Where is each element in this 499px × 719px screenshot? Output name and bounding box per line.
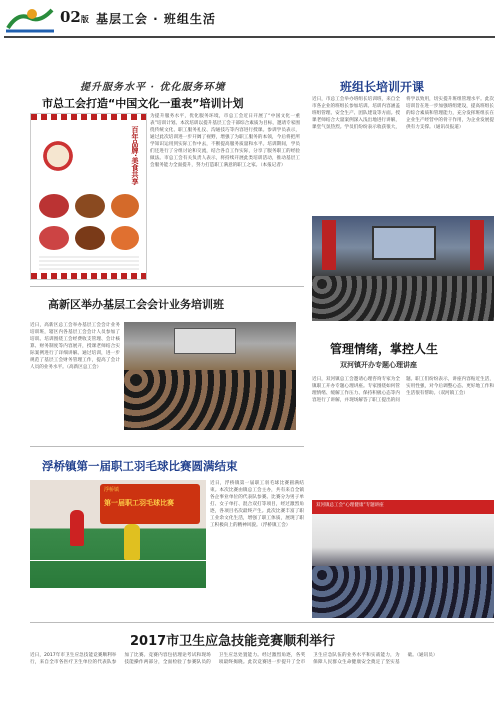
article6-body: 近日，2017年市卫生应急技能竞赛顺利举行，来自全市各医疗卫生单位的代表队参加了比赛。竞赛内容包括理论考试和现场技能操作两部分，全面检验了参赛队员的卫生应急处置能力。经过激烈角逐，各奖项最终揭晓。此次竞赛进一步提升了全市卫生应急队伍的业务水平和实战能力，为保障人民群众生命健康安全奠定了坚实基础。（通讯员） [30,653,438,665]
article1-body: 为提升服务水平，优化服务环境，市总工会近日开展了“中国文化一重表”培训计划。本次培训以提升基层工会干部综合素质为目标，邀请专家围绕传统文化、职工服务礼仪、沟通技巧等内容进行授课。参训学员表示，通过此次培训进一步开阔了视野，增强了为职工服务的本领，今后将把所学知识运用到实际工作中去，不断提高服务质量和水平。培训期间，学员们还进行了分组讨论和交流，结合各自工作实际，分享了服务职工的经验做法。市总工会有关负责人表示，将持续开展此类培训活动，推动基层工会服务能力全面提升，努力打造职工满意的职工之家。（本报记者） [150,114,300,168]
article3-headline: 高新区举办基层工会会计业务培训班 [48,298,224,311]
page-number: 02版 [60,8,89,26]
article4-headline: 管理情绪，掌控人生 [330,342,439,356]
article3-meeting-photo [124,322,296,430]
section-title: 基层工会 · 班组生活 [96,12,216,26]
divider [30,622,494,623]
article5-body: 近日，浮桥镇第一届职工羽毛球比赛圆满结束。本次比赛由镇总工会主办，共有来自全镇各企事业单位的代表队参赛。比赛分为男子单打、女子单打、混合双打等项目，经过激烈角逐，各项目名次最终产生。此次比赛丰富了职工业余文化生活，增强了职工体质，展现了职工积极向上的精神风貌。（浮桥镇工会） [210,481,304,528]
article4-lecture-photo: 双河镇总工会“心理健康”专题讲座 [312,500,494,618]
divider [30,286,304,287]
article2-training-photo [312,216,494,321]
article4-body: 近日，双河镇总工会邀请心理咨询专家为全镇职工开办专题心理讲座。专家围绕如何管理情绪、缓解工作压力、保持积极心态等内容进行了讲解，并现场解答了职工提出的问题。职工们纷纷表示，讲座内容贴近生活，实用性强，对今后调整心态、更好地工作和生活很有帮助。（双河镇工会） [312,377,494,403]
article1-poster-image: 百年品牌·美食共享 [30,113,147,280]
article5-headline: 浮桥镇第一届职工羽毛球比赛圆满结束 [42,459,238,473]
article3-body: 近日，高新区总工会举办基层工会会计业务培训班，辖区内各基层工会会计人员参加了培训。培训围绕工会经费收支管理、会计核算、财务制度等内容展开，授课老师结合实际案例进行了详细讲解。通过培训，进一步规范了基层工会财务管理工作，提高了会计人员的业务水平。（高新区总工会） [30,323,120,370]
article6-headline: 2017市卫生应急技能竞赛顺利举行 [130,634,336,649]
article4-subheadline: 双河镇开办专题心理讲座 [340,361,417,369]
divider [30,446,304,447]
article1-headline: 市总工会打造“中国文化一重表”培训计划 [42,97,244,110]
article2-body: 近日，市总工会举办班组长培训班，来自全市各企业的班组长参加培训。培训内容涵盖班组管理、安全生产、团队建设等方面。授课老师结合大量案例深入浅出地进行讲解，课堂气氛热烈。学员们纷纷表示收获很大，将学以致用，切实提升班组管理水平。此次培训旨在进一步加强班组建设，提高班组长的综合素质和管理能力，充分发挥班组长在企业生产经营中的骨干作用，为企业发展提供有力支撑。（通讯员报道） [312,97,494,130]
article1-kicker: 提升服务水平 · 优化服务环境 [80,82,226,93]
newspaper-logo-icon [4,4,58,34]
article5-badminton-photo: 浮桥镇 第一届职工羽毛球比赛 [30,480,206,588]
header-divider [4,36,495,38]
article2-headline: 班组长培训开课 [340,80,425,94]
